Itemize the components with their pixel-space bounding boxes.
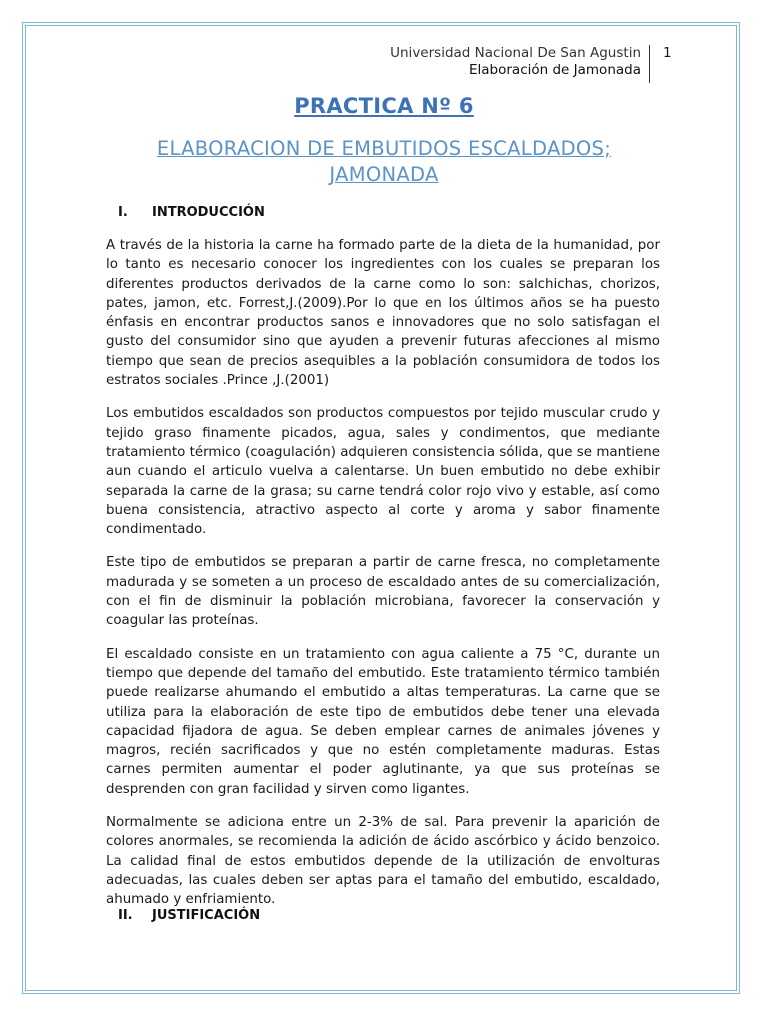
paragraph: Los embutidos escaldados son productos compuestos por tejido muscular crudo y tejido graso finamente picados, agua, sales y condimentos, que mediante tratamiento térmico (coagulación) adquieren consistencia sólida, que se mantiene aun cuando el articulo vuelva a calentarse. Un buen embutido no debe exhibir separada la carne de la grasa; su carne tendrá color rojo vivo y estable, así como buena consistencia, atractivo aspecto al corte y aroma y sabor finamente condimentado. — [106, 406, 660, 538]
section-number: II. — [118, 908, 133, 923]
paragraph: Este tipo de embutidos se preparan a partir de carne fresca, no completamente madurada y se someten a un proceso de escaldado antes de su comercialización, con el fin de disminuir la población microbiana, favorecer la conservación y coagular las proteínas. — [106, 555, 660, 629]
section-label: INTRODUCCIÓN — [152, 205, 265, 220]
section-label: JUSTIFICACIÓN — [152, 908, 261, 923]
introduction-body — [106, 236, 660, 924]
document-title: PRACTICA Nº 6 — [294, 94, 474, 118]
paragraph: El escaldado consiste en un tratamiento con agua caliente a 75 °C, durante un tiempo que depende del tamaño del embutido. Este tratamiento térmico también puede realizarse ahumando el embutido a altas temperaturas. La carne que se utiliza para la elaboración de este tipo de embutidos debe tener una elevada capacidad fijadora de agua. Se deben emplear carnes de animales jóvenes y magros, recién sacrificados y que no estén completamente maduras. Estas carnes permiten aumentar el poder aglutinante, ya que sus proteínas se desprenden con gran facilidad y sirven como ligantes. — [106, 646, 660, 797]
paragraph: A través de la historia la carne ha formado parte de la dieta de la humanidad, por lo tanto es necesario conocer los ingredientes con los cuales se preparan los diferentes productos derivados de la carne como lo son: salchichas, chorizos, pates, jamon, etc. Forrest,J.(2009).Por lo que en los últimos años se ha puesto énfasis en encontrar productos sanos e innovadores que no solo satisfagan el gusto del consumidor sino que ayuden a prevenir futuras afecciones al mismo tiempo que sean de precios asequibles a la población consumidora de todos los estratos sociales .Prince ,J.(2001) — [106, 238, 660, 389]
header-university: Universidad Nacional De San Agustin — [390, 45, 641, 61]
header-doc-title: Elaboración de Jamonada — [469, 62, 641, 78]
section-heading-introduccion — [118, 205, 265, 220]
page-header — [390, 45, 650, 83]
page-number: 1 — [663, 45, 672, 61]
paragraph: Normalmente se adiciona entre un 2-3% de sal. Para prevenir la aparición de colores anormales, se recomienda la adición de ácido ascórbico y ácido benzoico. La calidad final de estos embutidos depende de la utilización de envolturas adecuadas, las cuales deben ser aptas para el tamaño del embutido, escaldado, ahumado y enfriamiento. — [106, 815, 660, 908]
section-number: I. — [118, 205, 128, 220]
section-heading-justificacion — [118, 908, 260, 923]
document-subtitle: ELABORACION DE EMBUTIDOS ESCALDADOS; JAMONADA — [156, 137, 612, 186]
